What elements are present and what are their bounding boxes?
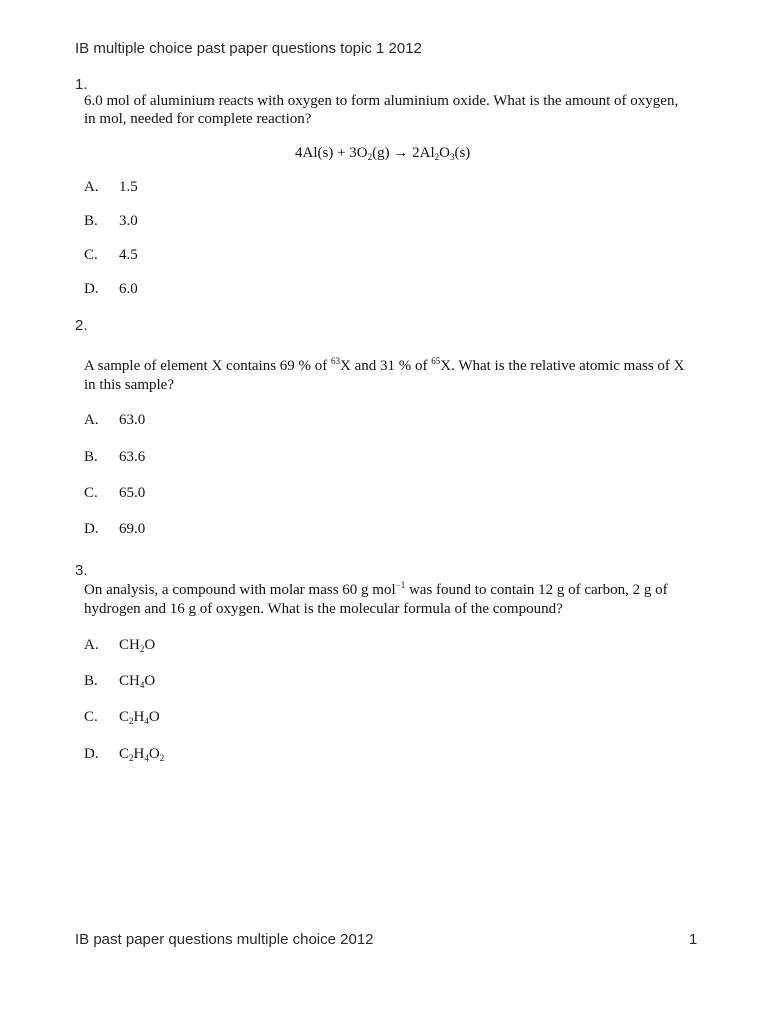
question-text-line: On analysis, a compound with molar mass 60 g mol$^{-1}$ was found to contain 12 g of carbon, 2 g of: [84, 580, 668, 598]
question-text-line: A sample of element X contains 69 % of $^{63}$X and 31 % of $^{65}$X. What is the relative atomic mass of X: [84, 356, 685, 374]
question-text-line: in this sample?: [84, 377, 174, 393]
page-header: IB multiple choice past paper questions topic 1 2012: [75, 40, 422, 57]
option-letter: B.: [84, 673, 98, 689]
option-value: 1.5: [119, 179, 138, 195]
option-letter: B.: [84, 449, 98, 465]
question-text-line: in mol, needed for complete reaction?: [84, 111, 312, 127]
option-value: 63.0: [119, 412, 146, 428]
option-letter: C.: [84, 485, 98, 501]
option-value: 4.5: [119, 247, 138, 263]
chemical-equation: $4Al(s) + 3O_2(g) \to 2Al_2O_3(s)$: [295, 145, 471, 162]
option-letter: D.: [84, 746, 99, 762]
question-number: 1.: [75, 76, 88, 93]
option-value: $C_2H_4O$: [119, 709, 160, 726]
option-value: 65.0: [119, 485, 146, 501]
option-letter: A.: [84, 412, 99, 428]
page-footer: IB past paper questions multiple choice 2012: [75, 931, 374, 948]
question-number: 2.: [75, 317, 88, 334]
page-number: 1: [689, 931, 698, 948]
option-value: 63.6: [119, 449, 146, 465]
option-letter: A.: [84, 179, 99, 195]
option-letter: A.: [84, 637, 99, 653]
option-letter: B.: [84, 213, 98, 229]
option-letter: C.: [84, 709, 98, 725]
question-number: 3.: [75, 562, 88, 579]
question-text-line: 6.0 mol of aluminium reacts with oxygen to form aluminium oxide. What is the amount of oxygen,: [84, 93, 679, 109]
option-value: $CH_2O$: [119, 637, 156, 654]
option-value: $CH_4O$: [119, 673, 156, 690]
option-letter: D.: [84, 281, 99, 297]
option-value: $C_2H_4O_2$: [119, 746, 165, 763]
option-value: 3.0: [119, 213, 138, 229]
option-value: 69.0: [119, 521, 146, 537]
option-letter: C.: [84, 247, 98, 263]
option-letter: D.: [84, 521, 99, 537]
option-value: 6.0: [119, 281, 138, 297]
question-text-line: hydrogen and 16 g of oxygen. What is the molecular formula of the compound?: [84, 601, 563, 617]
